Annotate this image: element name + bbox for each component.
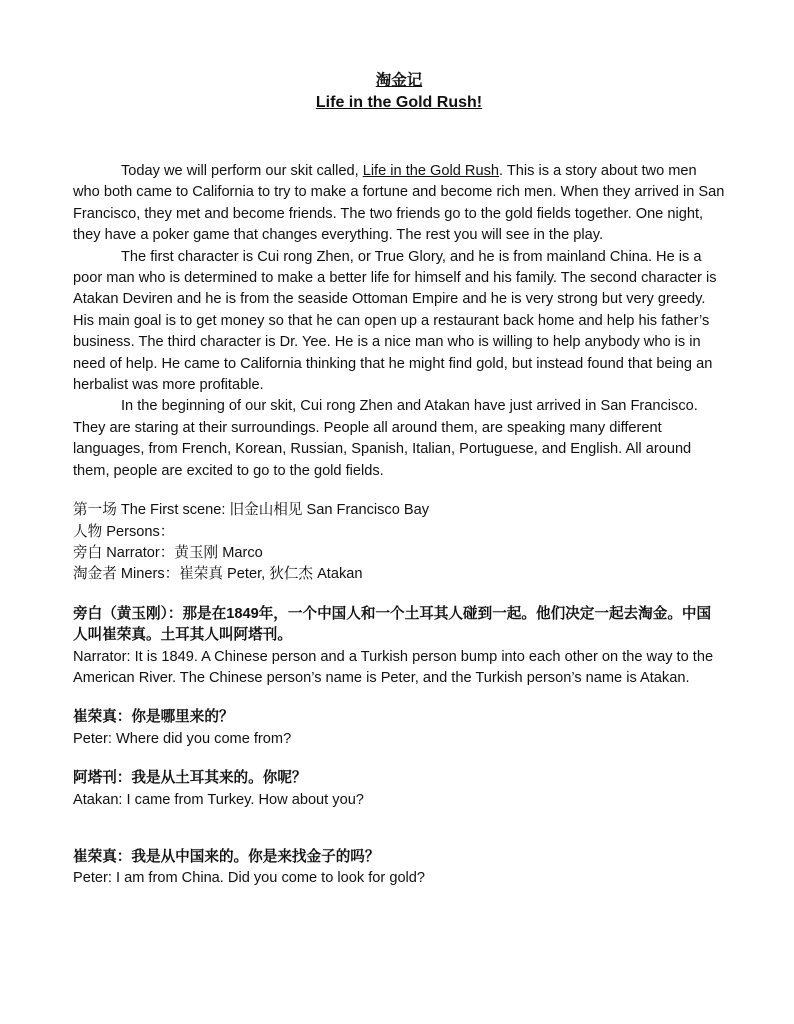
narrator-line-chinese: 旁白（黄玉刚）：那是在1849年，一个中国人和一个土耳其人碰到一起。他们决定一起去淘金。中国人叫崔荣真。土耳其人叫阿塔刊。 [73,605,712,644]
peter-line-2-chinese: 崔荣真：我是从中国来的。你是来找金子的吗？ [73,848,380,865]
narrator-line-english: Narrator: It is 1849. A Chinese person and a Turkish person bump into each other on the way to the American River. The Chinese person’s name is Peter, and the Turkish person’s name is Atakan. [73,648,714,686]
peter-line-1-chinese: 崔荣真：你是哪里来的？ [73,709,234,726]
atakan-line-1-chinese: 阿塔刊：我是从土耳其来的。你呢？ [73,770,307,787]
scene-narrator: 旁白 Narrator：黄玉刚 Marco [73,544,263,561]
peter-line-2 [73,847,725,890]
document-page [73,70,725,890]
scene-heading: 第一场 The First scene: 旧金山相见 San Francisco Bay [73,502,430,519]
scene-miners: 淘金者 Miners：崔荣真 Peter, 狄仁杰 Atakan [73,566,363,583]
peter-line-1 [73,707,725,750]
title-english: Life in the Gold Rush! [315,94,483,111]
intro-paragraph-3: In the beginning of our skit, Cui rong Zhen and Atakan have just arrived in San Francisco. They are staring at their surroundings. People all around them, are speaking many different languages, from French, Korean, Russian, Spanish, Italian, Portuguese, and English. All around them, people are excited to go to the gold fields. [73,398,698,479]
scene-info [73,500,725,586]
intro-p1-after: . This is a story about two men who both came to California to try to make a fortune and become rich men. When they arrived in San Francisco, they met and become friends. The two friends go to the gold fields together. One night, they have a poker game that changes everything. The rest you will see in the play. [73,163,725,244]
scene-persons: 人物 Persons： [73,523,175,540]
atakan-line-1-english: Atakan: I came from Turkey. How about you? [73,791,364,808]
skit-title-underlined: Life in the Gold Rush [362,163,499,179]
title-chinese: 淘金记 [375,72,423,89]
atakan-line-1 [73,768,725,811]
peter-line-1-english: Peter: Where did you come from? [73,730,292,747]
intro-paragraph-1 [73,161,725,247]
peter-line-2-english: Peter: I am from China. Did you come to look for gold? [73,870,426,887]
intro-p1-before: Today we will perform our skit called, [121,163,363,179]
narrator-line [73,604,725,690]
intro-paragraph-2: The first character is Cui rong Zhen, or True Glory, and he is from mainland China. He is a poor man who is determined to make a better life for himself and his family. The second character is Atakan Deviren and he is from the seaside Ottoman Empire and he is very strong but very greedy. His main goal is to get money so that he can open up a restaurant back home and help his father’s business. The third character is Dr. Yee. He is a nice man who is willing to help anybody who is in need of help. He came to California thinking that he might find gold, but instead found that being an herbalist was more profitable. [73,248,717,394]
